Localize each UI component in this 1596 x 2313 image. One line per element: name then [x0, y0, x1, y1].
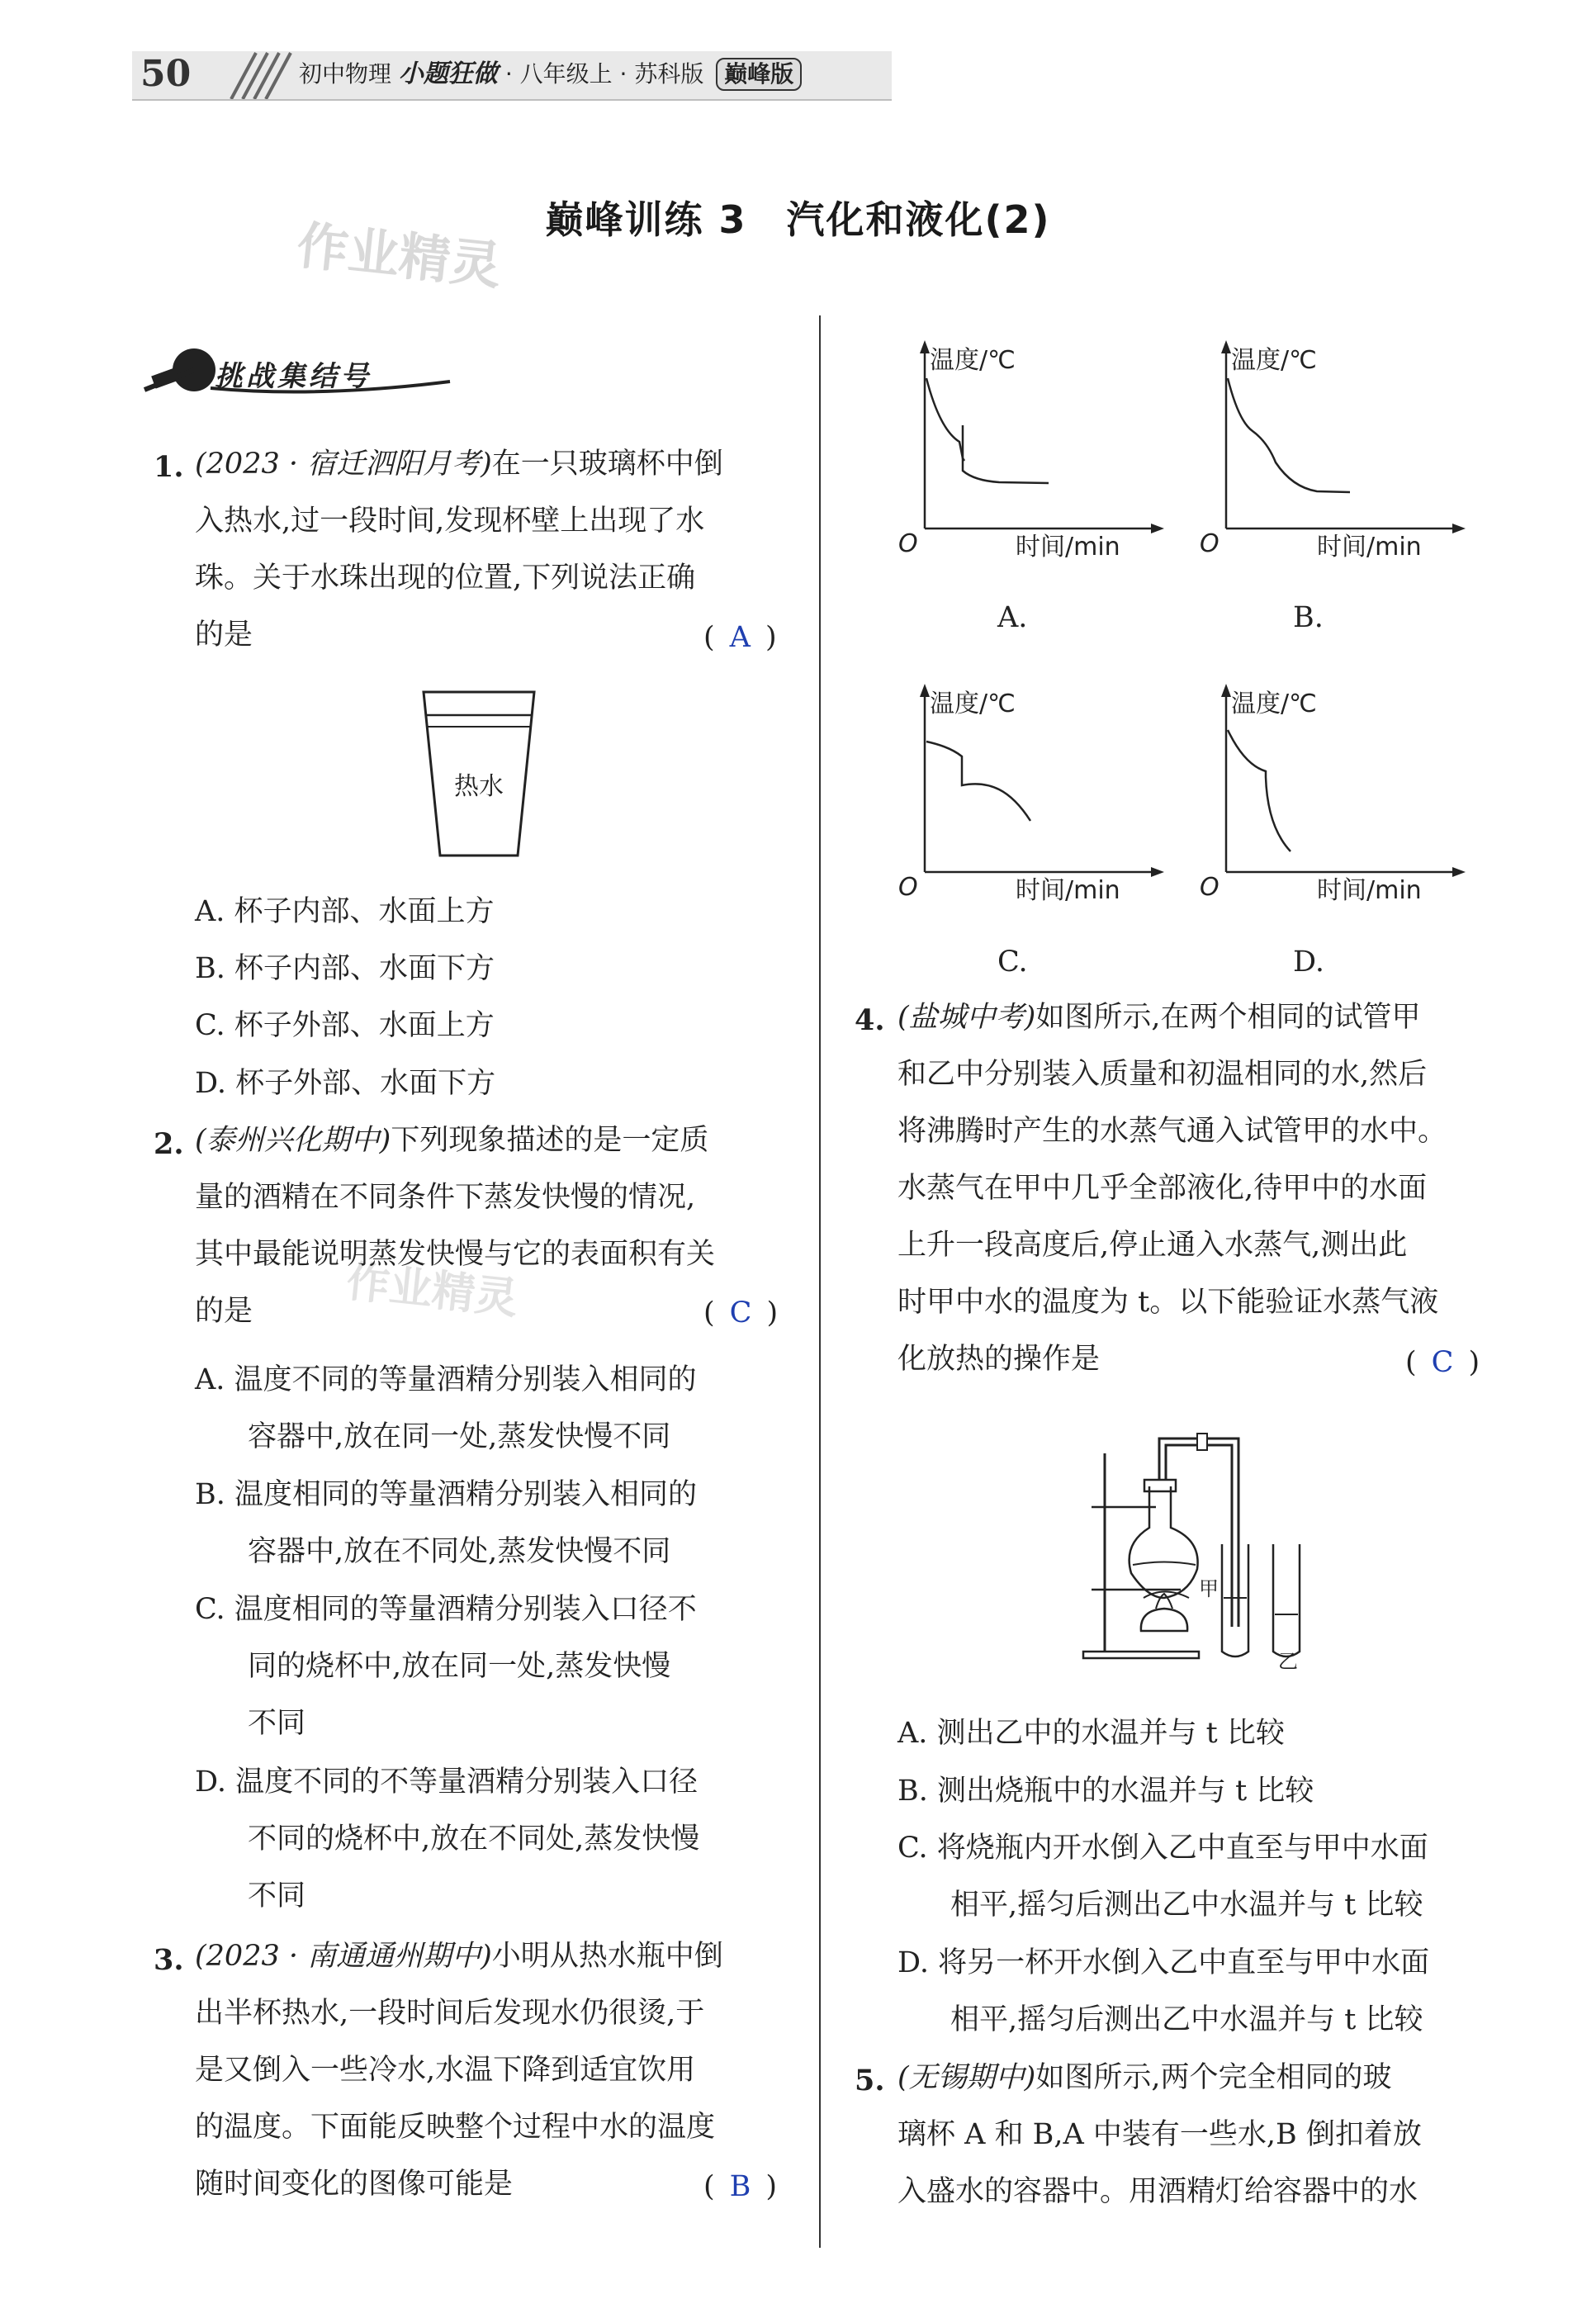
question-1-text: (2023 · 宿迁泗阳月考)在一只玻璃杯中倒 入热水,过一段时间,发现杯壁上出现了水 珠。关于水珠出现的位置,下列说法正确 的是 — [195, 448, 723, 652]
svg-text:温度/℃: 温度/℃ — [930, 690, 1016, 718]
answer-bracket: ( C ) — [1405, 1346, 1480, 1379]
answer-value: A — [729, 621, 751, 654]
answer-value: C — [729, 1296, 752, 1330]
svg-text:O: O — [1200, 529, 1219, 558]
question-source: (2023 · 宿迁泗阳月考) — [195, 448, 492, 481]
graph-caption-d: D. — [1293, 946, 1324, 979]
question-3-text: (2023 · 南通通州期中)小明从热水瓶中倒 出半杯热水,一段时间后发现水仍很烫,于 是又倒入一些冷水,水温下降到适宜饮用 的温度。下面能反映整个过程中水的温度 随时间变化的图像可能是 — [195, 1940, 723, 2201]
page-number: 50 — [140, 53, 192, 95]
option-c: C. 温度相同的等量酒精分别装入口径不 同的烧杯中,放在同一处,蒸发快慢 不同 — [195, 1593, 697, 1740]
option-d: D. 温度不同的不等量酒精分别装入口径 不同的烧杯中,放在不同处,蒸发快慢 不同 — [195, 1766, 700, 1912]
svg-text:时间/min: 时间/min — [1016, 533, 1120, 562]
svg-text:O: O — [898, 529, 918, 558]
header-grade: · 八年级上 · 苏科版 — [504, 60, 704, 88]
hot-water-glass-figure — [417, 687, 541, 860]
graph-caption-b: B. — [1293, 601, 1324, 634]
answer-bracket: ( B ) — [703, 2170, 778, 2203]
temperature-graph-a — [892, 339, 1172, 562]
svg-text:温度/℃: 温度/℃ — [930, 346, 1016, 375]
svg-text:时间/min: 时间/min — [1016, 876, 1120, 905]
question-number: 4. — [855, 1003, 885, 1037]
column-divider — [819, 315, 821, 2248]
svg-text:O: O — [898, 873, 918, 902]
question-source: (盐城中考) — [897, 1001, 1036, 1034]
answer-bracket: ( C ) — [703, 1296, 779, 1330]
question-number: 5. — [855, 2064, 885, 2097]
steam-apparatus-figure — [1073, 1420, 1313, 1676]
page-title: 巅峰训练 3 汽化和液化(2) — [545, 197, 1051, 242]
header-edition-badge: 巅峰版 — [716, 58, 802, 91]
answer-bracket: ( A ) — [703, 621, 777, 654]
option-c: C. 杯子外部、水面上方 — [195, 1009, 495, 1042]
header-stripes-decoration — [223, 51, 297, 99]
question-source: (泰州兴化期中) — [195, 1124, 391, 1157]
option-a: A. 杯子内部、水面上方 — [195, 895, 495, 928]
header-brand: 小题狂做 — [398, 59, 498, 88]
watermark: 作业精灵 — [294, 215, 504, 296]
temperature-graph-c — [892, 682, 1172, 905]
option-b: B. 杯子内部、水面下方 — [195, 952, 495, 985]
graph-caption-c: C. — [997, 946, 1028, 979]
option-c: C. 将烧瓶内开水倒入乙中直至与甲中水面 相平,摇匀后测出乙中水温并与 t 比较 — [897, 1832, 1428, 1922]
svg-text:温度/℃: 温度/℃ — [1231, 690, 1317, 718]
temperature-graph-d — [1193, 682, 1474, 905]
header-text — [299, 56, 802, 92]
question-number: 2. — [154, 1127, 184, 1161]
option-b: B. 温度相同的等量酒精分别装入相同的 容器中,放在不同处,蒸发快慢不同 — [195, 1478, 697, 1568]
graph-caption-a: A. — [997, 601, 1028, 634]
svg-text:O: O — [1200, 873, 1219, 902]
figure-label: 热水 — [454, 772, 504, 801]
svg-text:温度/℃: 温度/℃ — [1231, 346, 1317, 375]
option-b: B. 测出烧瓶中的水温并与 t 比较 — [897, 1775, 1314, 1808]
option-d: D. 将另一杯开水倒入乙中直至与甲中水面 相平,摇匀后测出乙中水温并与 t 比较 — [897, 1946, 1430, 2036]
question-2-text: (泰州兴化期中)下列现象描述的是一定质 量的酒精在不同条件下蒸发快慢的情况, 其中最能说明蒸发快慢与它的表面积有关 的是 — [195, 1124, 716, 1328]
figure-label: 甲 — [1199, 1577, 1219, 1600]
figure-label: 乙 — [1278, 1650, 1298, 1673]
question-source: (2023 · 南通通州期中) — [195, 1940, 492, 1973]
option-a: A. 温度不同的等量酒精分别装入相同的 容器中,放在同一处,蒸发快慢不同 — [195, 1363, 697, 1453]
question-number: 3. — [154, 1943, 184, 1977]
watermark: 作业精灵 — [343, 1257, 521, 1325]
question-number: 1. — [154, 450, 184, 484]
option-a: A. 测出乙中的水温并与 t 比较 — [897, 1717, 1285, 1750]
svg-text:时间/min: 时间/min — [1317, 876, 1422, 905]
temperature-graph-b — [1193, 339, 1474, 562]
question-5-text: (无锡期中)如图所示,两个完全相同的玻 璃杯 A 和 B,A 中装有一些水,B 倒扣着放 入盛水的容器中。用酒精灯给容器中的水 — [897, 2061, 1422, 2208]
answer-value: C — [1431, 1346, 1454, 1379]
answer-value: B — [729, 2170, 751, 2203]
question-source: (无锡期中) — [897, 2061, 1036, 2094]
banner-title: 挑战集结号 — [215, 360, 372, 393]
svg-text:时间/min: 时间/min — [1317, 533, 1422, 562]
option-d: D. 杯子外部、水面下方 — [195, 1067, 496, 1100]
question-4-text: (盐城中考)如图所示,在两个相同的试管甲 和乙中分别装入质量和初温相同的水,然后 将沸腾时产生的水蒸气通入试管甲的水中。 水蒸气在甲中几乎全部液化,待甲中的水面 上升一段高度后,停止通入水蒸气,测出此 时甲中水的温度为 t。以下能验证水蒸气液 化放热的操作是 — [897, 1001, 1447, 1376]
header-subject: 初中物理 — [299, 60, 392, 88]
